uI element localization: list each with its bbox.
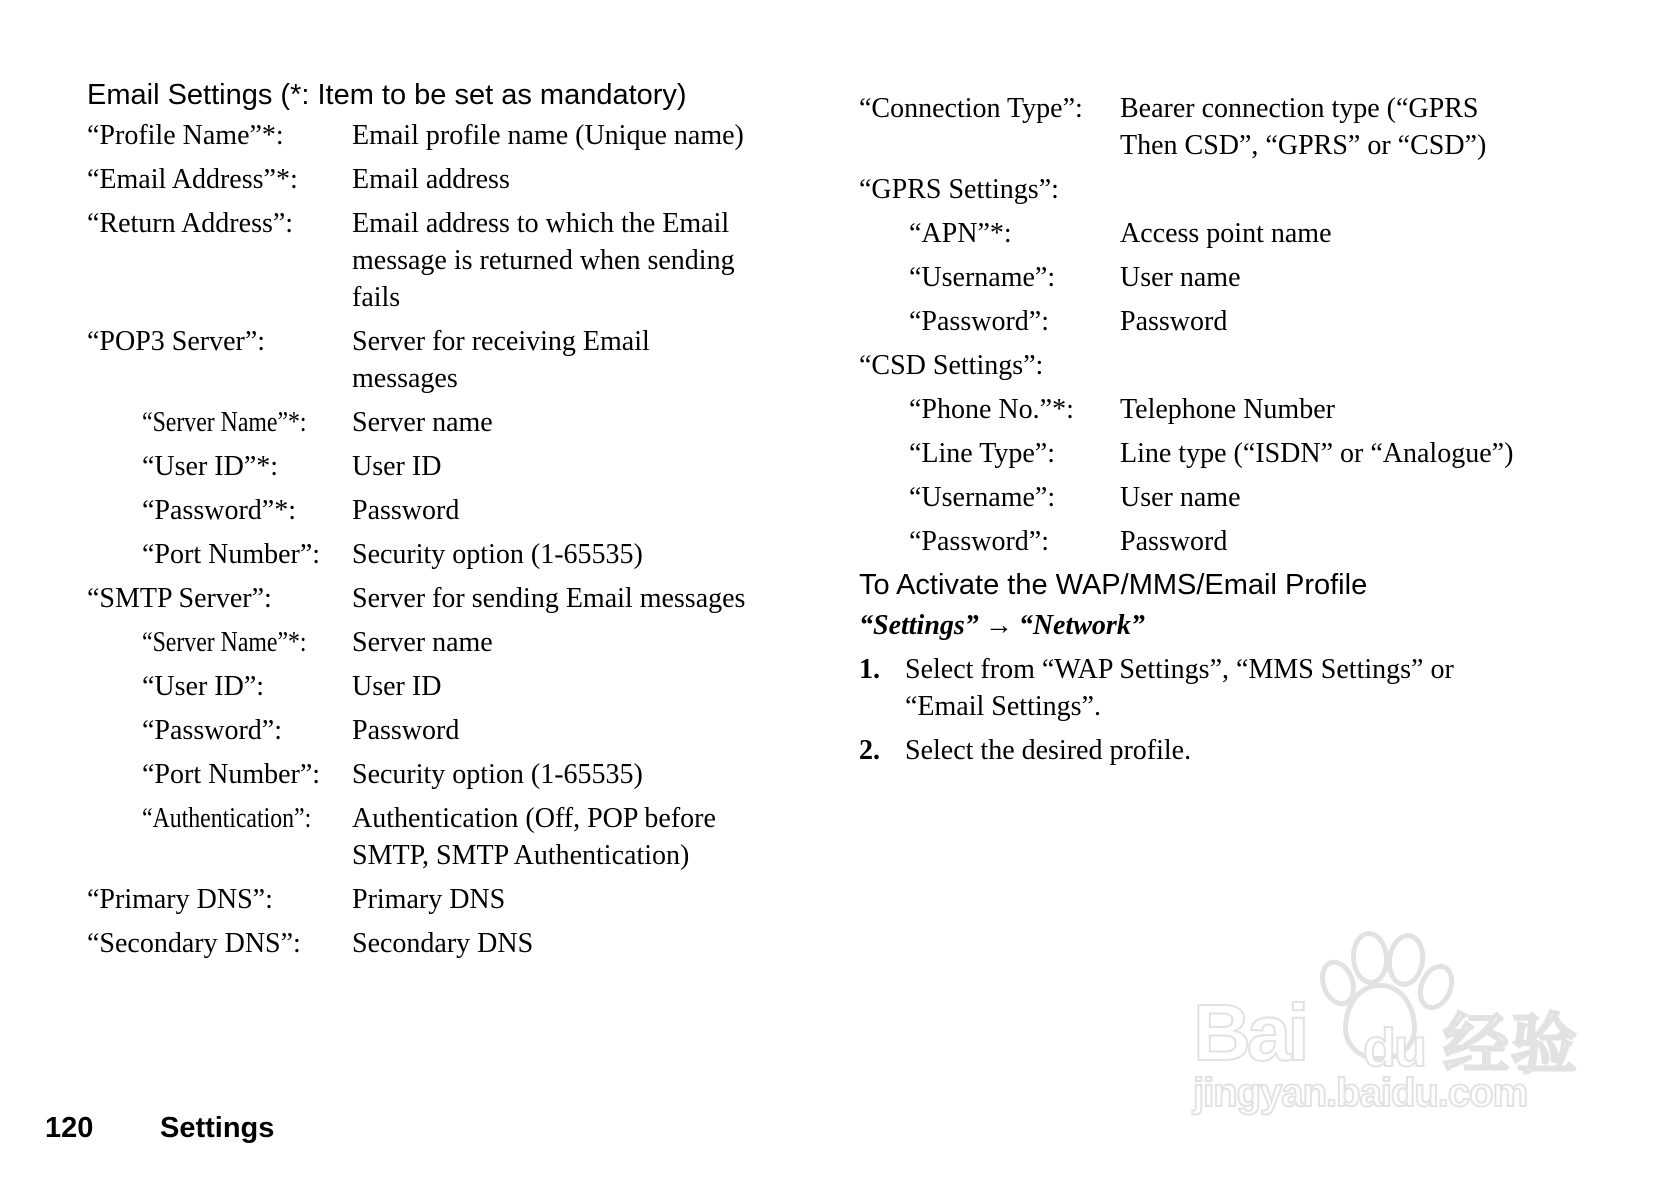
- definition-term: “Email Address”*:: [87, 164, 298, 195]
- definition-description: [352, 205, 735, 316]
- definition-row: [859, 90, 1649, 164]
- step-number: 1.: [859, 654, 880, 685]
- definition-term: “Return Address”:: [87, 208, 294, 239]
- left-column: [87, 78, 832, 969]
- definition-description: [1120, 259, 1241, 296]
- description-line: Email profile name (Unique name): [352, 120, 744, 151]
- description-line: User name: [1120, 262, 1241, 293]
- right-column: [859, 90, 1649, 776]
- definition-row: [859, 391, 1649, 428]
- description-line: Password: [352, 715, 460, 746]
- menu-path: [859, 607, 1649, 644]
- definition-term: [87, 404, 352, 441]
- definition-description: [1120, 303, 1227, 340]
- description-line: Password: [352, 495, 460, 526]
- step-text-line: Select the desired profile.: [905, 735, 1192, 766]
- definition-description: [352, 624, 493, 661]
- definition-term: “POP3 Server”:: [87, 326, 266, 357]
- definition-term: “User ID”:: [142, 671, 265, 702]
- activate-profile-heading: To Activate the WAP/MMS/Email Profile: [859, 569, 1368, 601]
- baidu-jingyan-watermark: [1193, 931, 1593, 1131]
- definition-row: [859, 347, 1649, 384]
- page-number: 120: [45, 1112, 94, 1144]
- definition-row: [859, 523, 1649, 560]
- connection-settings-definition-list: [859, 90, 1649, 560]
- definition-term: “Connection Type”:: [859, 93, 1083, 124]
- watermark-brand-du: du: [1363, 1018, 1425, 1078]
- definition-description: [352, 925, 533, 962]
- definition-term: “Password”:: [142, 715, 282, 746]
- definition-term: [87, 800, 352, 874]
- definition-description: [352, 492, 459, 529]
- footer-section-title: Settings: [160, 1112, 275, 1144]
- description-line: messages: [352, 363, 458, 394]
- definition-row: [859, 215, 1649, 252]
- definition-row: [87, 668, 832, 705]
- definition-row: [87, 448, 832, 485]
- menu-path-to: “Network”: [1018, 610, 1145, 641]
- definition-term: “GPRS Settings”:: [859, 174, 1059, 205]
- definition-row: [87, 624, 832, 661]
- description-line: message is returned when sending: [352, 245, 735, 276]
- step-text-line: “Email Settings”.: [905, 691, 1101, 722]
- description-line: Security option (1-65535): [352, 759, 643, 790]
- definition-row: [87, 492, 832, 529]
- definition-row: [859, 171, 1649, 208]
- arrow-right-icon: →: [984, 610, 1013, 641]
- definition-description: [352, 881, 505, 918]
- step-text-line: Select from “WAP Settings”, “MMS Settings” or: [905, 654, 1454, 685]
- definition-description: [1120, 215, 1332, 252]
- description-line: Server for sending Email messages: [352, 583, 746, 614]
- definition-term-text: “Server Name”*:: [142, 407, 307, 438]
- definition-description: [352, 712, 459, 749]
- definition-description: [352, 404, 493, 441]
- watermark-brand-jingyan-cn: 经验: [1443, 1007, 1579, 1081]
- definition-term: “User ID”*:: [142, 451, 279, 482]
- procedure-steps: [859, 651, 1649, 769]
- definition-description: [352, 800, 716, 874]
- definition-description: [1120, 90, 1486, 164]
- step-text: [905, 732, 1191, 769]
- definition-term-text: “Server Name”*:: [142, 627, 307, 658]
- description-line: Then CSD”, “GPRS” or “CSD”): [1120, 130, 1487, 161]
- definition-term: “Secondary DNS”:: [87, 928, 301, 959]
- email-settings-heading: Email Settings (*: Item to be set as mandatory): [87, 79, 687, 111]
- definition-description: [352, 323, 650, 397]
- definition-term: “Password”*:: [142, 495, 296, 526]
- step-number: 2.: [859, 735, 880, 766]
- definition-term: “Password”:: [909, 526, 1049, 557]
- definition-term: “Phone No.”*:: [909, 394, 1074, 425]
- definition-row: [87, 712, 832, 749]
- definition-row: [859, 435, 1649, 472]
- definition-row: [87, 881, 832, 918]
- description-line: Server for receiving Email: [352, 326, 650, 357]
- procedure-step: [859, 732, 1649, 769]
- step-text: [905, 651, 1454, 725]
- definition-row: [87, 536, 832, 573]
- description-line: User ID: [352, 451, 442, 482]
- definition-description: [352, 668, 441, 705]
- definition-term: “Port Number”:: [142, 539, 321, 570]
- description-line: Line type (“ISDN” or “Analogue”): [1120, 438, 1514, 469]
- paw-toe: [1349, 930, 1391, 987]
- definition-description: [352, 756, 643, 793]
- description-line: Email address: [352, 164, 510, 195]
- description-line: Security option (1-65535): [352, 539, 643, 570]
- definition-term: [87, 624, 352, 661]
- description-line: Email address to which the Email: [352, 208, 730, 239]
- definition-row: [87, 117, 832, 154]
- definition-row: [87, 800, 832, 874]
- definition-description: [1120, 523, 1227, 560]
- definition-term: “CSD Settings”:: [859, 350, 1044, 381]
- description-line: SMTP, SMTP Authentication): [352, 840, 690, 871]
- menu-path-from: “Settings”: [859, 610, 979, 641]
- description-line: Password: [1120, 306, 1228, 337]
- email-settings-definition-list: [87, 117, 832, 962]
- definition-description: [1120, 391, 1335, 428]
- description-line: Server name: [352, 627, 493, 658]
- definition-row: [859, 259, 1649, 296]
- description-line: Authentication (Off, POP before: [352, 803, 716, 834]
- watermark-url: jingyan.baidu.com: [1193, 1071, 1528, 1115]
- definition-term: “Username”:: [909, 262, 1056, 293]
- description-line: Password: [1120, 526, 1228, 557]
- definition-term: “Profile Name”*:: [87, 120, 284, 151]
- definition-term: “Password”:: [909, 306, 1049, 337]
- description-line: Secondary DNS: [352, 928, 534, 959]
- definition-row: [87, 925, 832, 962]
- definition-description: [1120, 435, 1513, 472]
- definition-row: [87, 205, 832, 316]
- definition-description: [352, 536, 643, 573]
- definition-description: [352, 580, 745, 617]
- definition-row: [87, 756, 832, 793]
- description-line: User ID: [352, 671, 442, 702]
- definition-row: [859, 303, 1649, 340]
- definition-description: [1120, 479, 1241, 516]
- watermark-brand-bai: Bai: [1193, 988, 1306, 1077]
- procedure-step: [859, 651, 1649, 725]
- definition-description: [352, 117, 744, 154]
- definition-row: [87, 580, 832, 617]
- description-line: Primary DNS: [352, 884, 506, 915]
- definition-row: [87, 404, 832, 441]
- definition-term: “Primary DNS”:: [87, 884, 273, 915]
- description-line: Telephone Number: [1120, 394, 1335, 425]
- definition-term: “Line Type”:: [909, 438, 1056, 469]
- description-line: Access point name: [1120, 218, 1332, 249]
- definition-term: “SMTP Server”:: [87, 583, 272, 614]
- definition-row: [859, 479, 1649, 516]
- description-line: User name: [1120, 482, 1241, 513]
- definition-term: “Port Number”:: [142, 759, 321, 790]
- description-line: fails: [352, 282, 401, 313]
- definition-term-text: “Authentication”:: [142, 803, 312, 834]
- definition-description: [352, 161, 510, 198]
- description-line: Bearer connection type (“GPRS: [1120, 93, 1479, 124]
- definition-term: “Username”:: [909, 482, 1056, 513]
- description-line: Server name: [352, 407, 493, 438]
- definition-row: [87, 323, 832, 397]
- definition-row: [87, 161, 832, 198]
- definition-term: “APN”*:: [909, 218, 1012, 249]
- definition-description: [352, 448, 441, 485]
